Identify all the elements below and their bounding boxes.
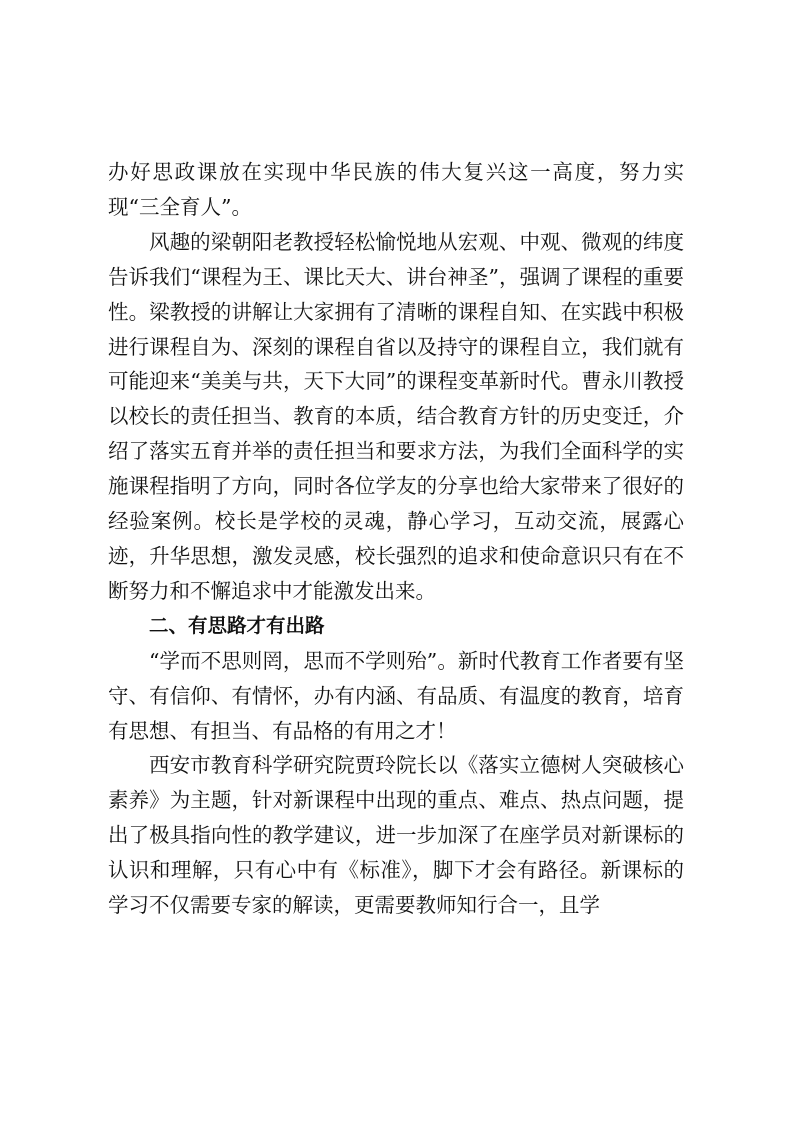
paragraph-quote: “学而不思则罔，思而不学则殆”。新时代教育工作者要有坚守、有信仰、有情怀，办有内涵、有品质、有温度的教育，培育有思想、有担当、有品格的有用之才！ (108, 648, 684, 743)
section-heading: 二、有思路才有出路 (149, 613, 325, 637)
paragraph-lecture-summary: 风趣的梁朝阳老教授轻松愉悦地从宏观、中观、微观的纬度告诉我们“课程为王、课比天大、讲台神圣”，强调了课程的重要性。梁教授的讲解让大家拥有了清晰的课程自知、在实践中积极进行课程自为、深刻的课程自省以及持守的课程自立，我们就有可能迎来“美美与共，天下大同”的课程变革新时代。曹永川教授以校长的责任担当、教育的本质，结合教育方针的历史变迁，介绍了落实五育并举的责任担当和要求方法，为我们全面科学的实施课程指明了方向，同时各位学友的分享也给大家带来了很好的经验案例。校长是学校的灵魂，静心学习，互动交流，展露心迹，升华思想，激发灵感，校长强烈的追求和使命意识只有在不断努力和不懈追求中才能激发出来。 (108, 229, 684, 603)
paragraph-continuation: 办好思政课放在实现中华民族的伟大复兴这一高度，努力实现“三全育人”。 (108, 160, 684, 219)
document-body (108, 155, 684, 923)
paragraph-research-institute: 西安市教育科学研究院贾玲院长以《落实立德树人突破核心素养》为主题，针对新课程中出现的重点、难点、热点问题，提出了极具指向性的教学建议，进一步加深了在座学员对新课标的认识和理解，只有心中有《标准》，脚下才会有路径。新课标的学习不仅需要专家的解读，更需要教师知行合一，且学 (108, 753, 684, 918)
